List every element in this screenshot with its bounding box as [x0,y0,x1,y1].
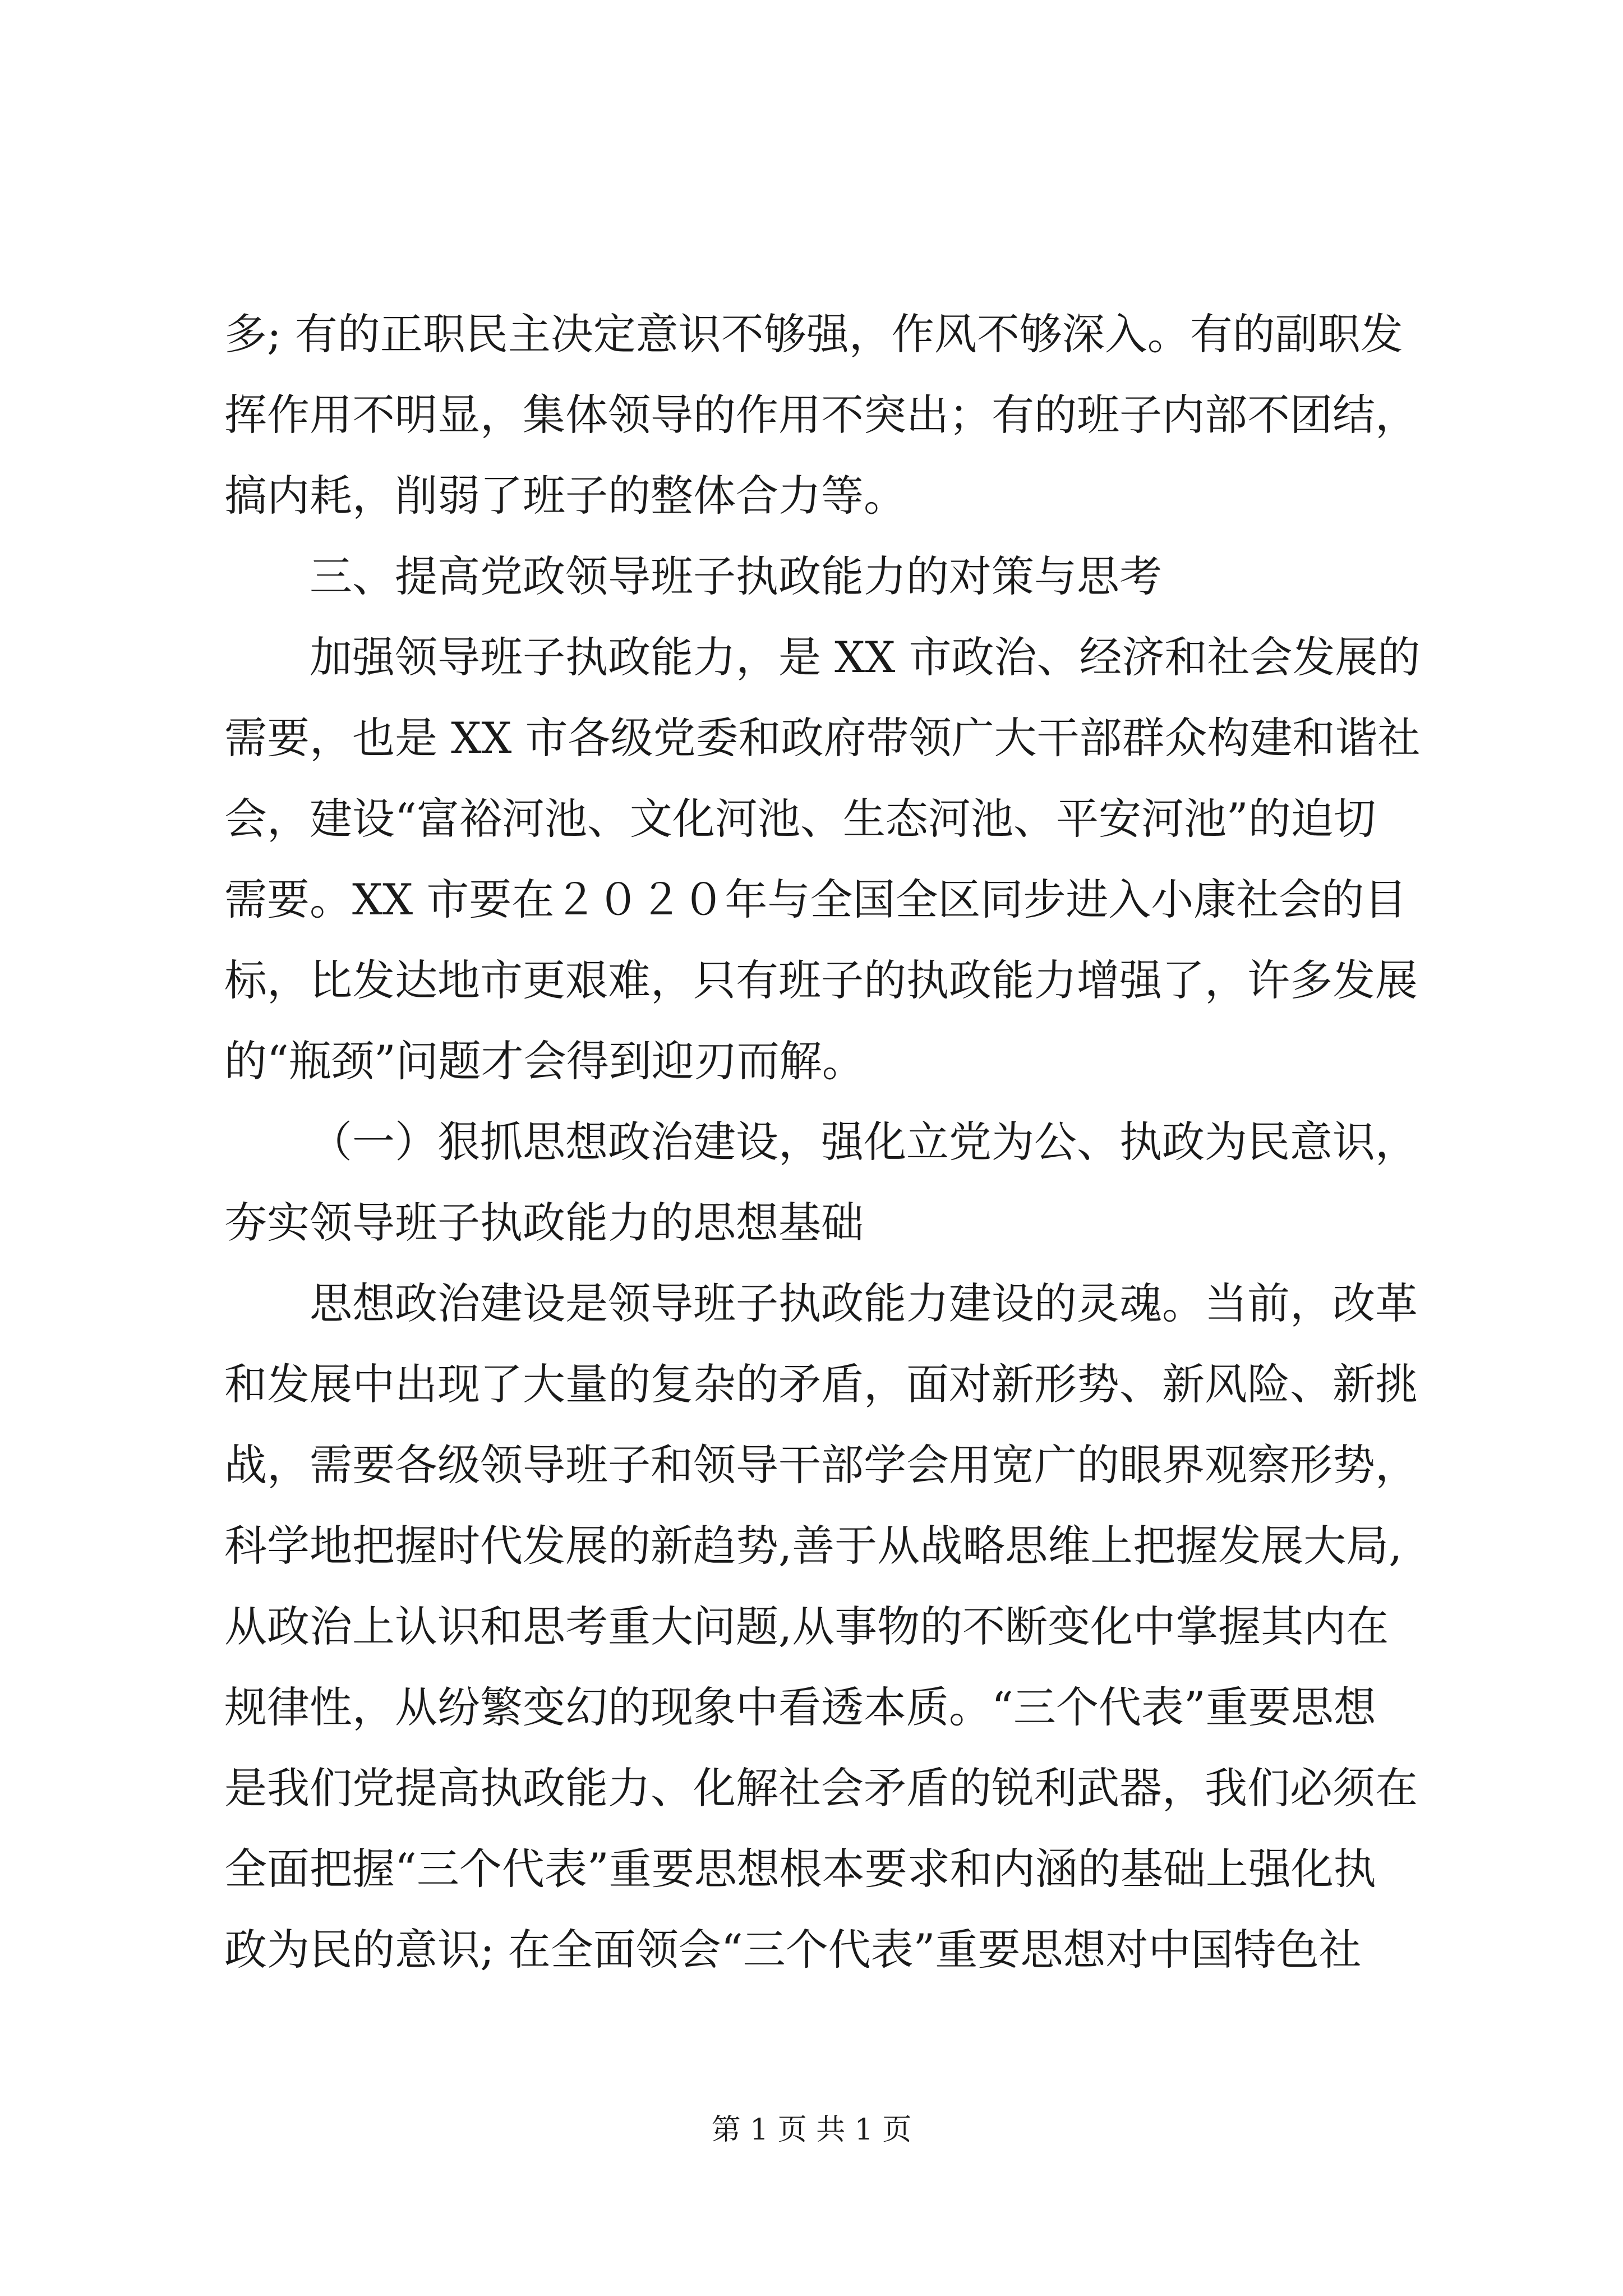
text-line: 标，比发达地市更艰难，只有班子的执政能力增强了，许多发展 [224,955,1418,1005]
text-line: 的“瓶颈”问题才会得到迎刃而解。 [224,1036,865,1086]
text-line: 需要，也是 XX 市各级党委和政府带领广大干部群众构建和谐社 [224,713,1421,763]
text-line: 和发展中出现了大量的复杂的矛盾，面对新形势、新风险、新挑 [224,1359,1418,1409]
subsection-heading: （一）狠抓思想政治建设，强化立党为公、执政为民意识， [310,1117,1418,1167]
text-line: 会，建设“富裕河池、文化河池、生态河池、平安河池”的迫切 [224,794,1376,844]
text-line: 政为民的意识; 在全面领会“三个代表”重要思想对中国特色社 [224,1925,1362,1975]
text-line: 挥作用不明显，集体领导的作用不突出；有的班子内部不团结， [224,390,1418,440]
text-line: 规律性，从纷繁变幻的现象中看透本质。“三个代表”重要思想 [224,1682,1376,1732]
text-line: 多; 有的正职民主决定意识不够强，作风不够深入。有的副职发 [224,309,1403,359]
page-number: 第 1 页 共 1 页 [711,2113,912,2147]
subsection-heading: 夯实领导班子执政能力的思想基础 [224,1198,864,1248]
text-line: 战，需要各级领导班子和领导干部学会用宽广的眼界观察形势， [224,1440,1418,1490]
text-line: 从政治上认识和思考重大问题,从事物的不断变化中掌握其内在 [224,1602,1389,1651]
text-line: 全面把握“三个代表”重要思想根本要求和内涵的基础上强化执 [224,1844,1376,1894]
text-line: 加强领导班子执政能力，是 XX 市政治、经济和社会发展的 [310,632,1421,682]
text-line: 搞内耗，削弱了班子的整体合力等。 [224,471,906,521]
text-line: 需要。XX 市要在２０２０年与全国全区同步进入小康社会的目 [224,875,1407,924]
text-line: 是我们党提高执政能力、化解社会矛盾的锐利武器，我们必须在 [224,1763,1418,1813]
section-heading: 三、提高党政领导班子执政能力的对策与思考 [310,551,1162,601]
text-line: 科学地把握时代发展的新趋势,善于从战略思维上把握发展大局, [224,1521,1403,1571]
text-line: 思想政治建设是领导班子执政能力建设的灵魂。当前，改革 [310,1278,1418,1328]
